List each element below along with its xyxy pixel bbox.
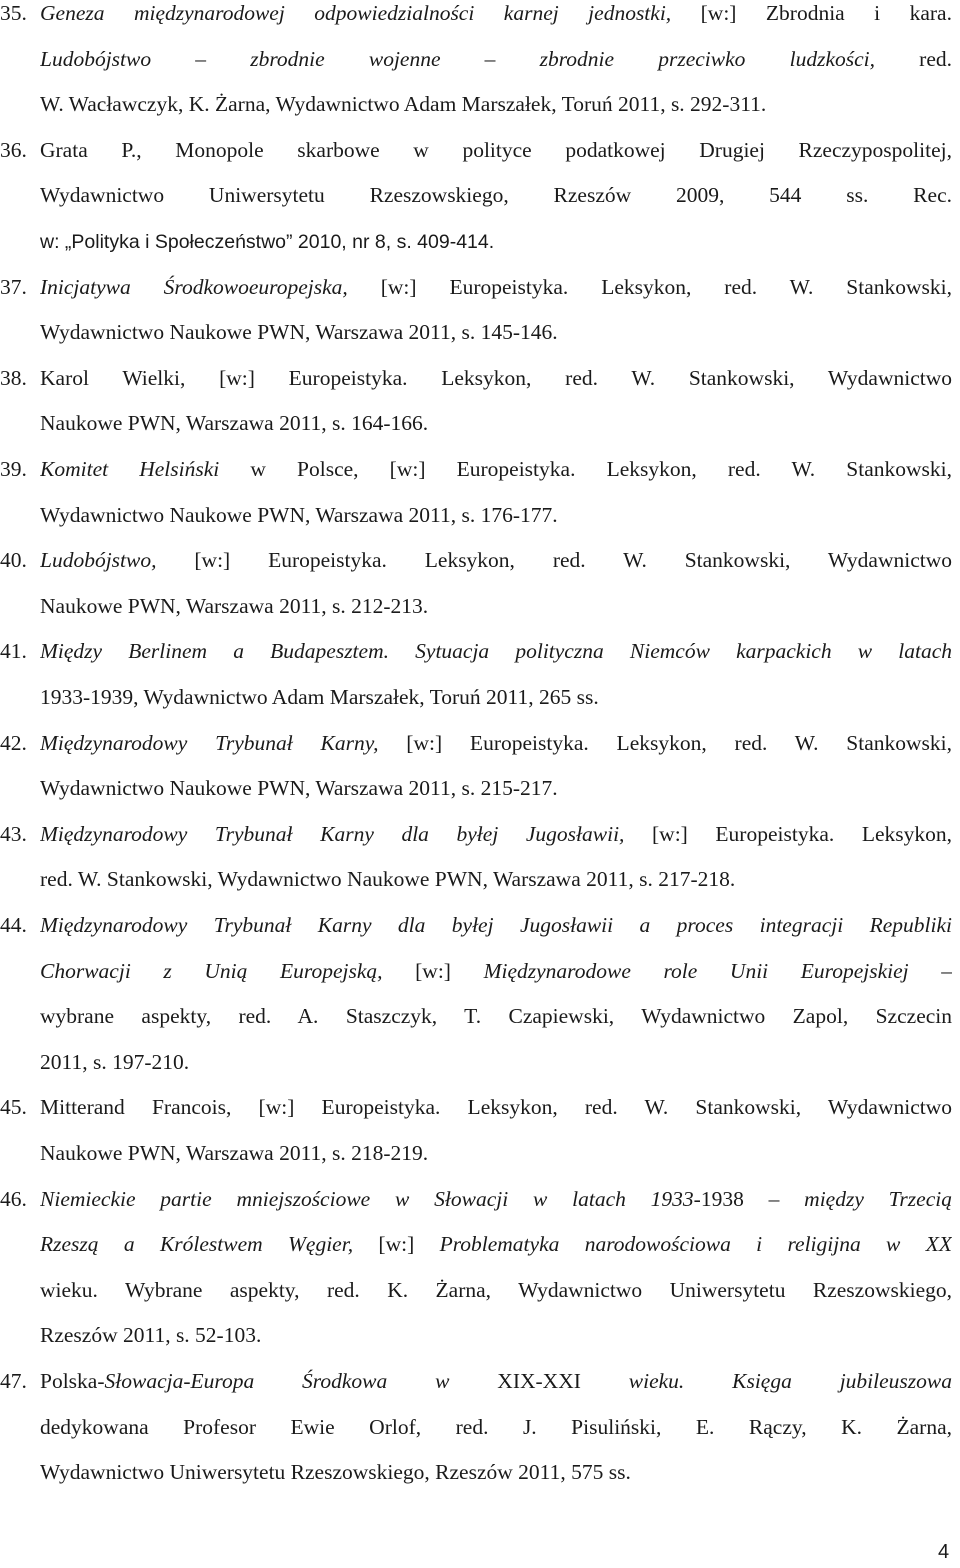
bibliography-entry (0, 356, 952, 447)
text-segment: w Polsce, [w:] Europeistyka. Leksykon, red. W. Stankowski, (219, 457, 952, 481)
entry-line (40, 721, 952, 767)
entry-number: 47. (0, 1369, 27, 1393)
text-segment: [w:] Europeistyka. Leksykon, red. W. Stankowski, (378, 730, 952, 755)
italic-title-segment: Ludobójstwo, (40, 548, 157, 573)
entry-number: 37. (0, 274, 27, 299)
text-segment: [w:] Europeistyka. Leksykon, red. W. Stankowski, Wydawnictwo (156, 548, 952, 573)
text-segment: Naukowe PWN, Warszawa 2011, s. 218-219. (40, 1140, 429, 1165)
entry-line (40, 766, 952, 812)
italic-title-segment: Między Berlinem a Budapesztem. Sytuacja polityczna Niemców karpackich w latach (40, 639, 952, 664)
text-segment: Wydawnictwo Naukowe PWN, Warszawa 2011, s. 215-217. (40, 776, 558, 801)
entry-line (40, 1450, 952, 1496)
entry-line (40, 1405, 952, 1451)
italic-title-segment: Chorwacji z Unią Europejską, (40, 958, 383, 983)
italic-title-segment: Słowacja-Europa Środkowa w (104, 1369, 498, 1393)
entry-number: 41. (0, 639, 27, 664)
entry-line (40, 493, 952, 539)
entry-number: 40. (0, 548, 27, 573)
text-segment: dedykowana Profesor Ewie Orlof, red. J. Pisuliński, E. Rączy, K. Żarna, (40, 1414, 952, 1439)
text-segment: Mitterand Francois, [w:] Europeistyka. Leksykon, red. W. Stankowski, Wydawnictwo (40, 1095, 952, 1120)
entry-line (40, 857, 952, 903)
entry-number: 44. (0, 913, 27, 937)
entry-number: 36. (0, 137, 27, 162)
entry-line (40, 128, 952, 174)
italic-title-segment: Ludobójstwo – zbrodnie wojenne – zbrodnie przeciwko ludzkości, (40, 46, 875, 71)
entry-line (40, 1040, 952, 1086)
entry-line (40, 447, 952, 493)
entry-number: 46. (0, 1186, 27, 1211)
page-number: 4 (938, 1541, 950, 1563)
text-segment: Grata P., Monopole skarbowe w polityce podatkowej Drugiej Rzeczypospolitej, (40, 137, 952, 162)
text-segment: [w:] Europeistyka. Leksykon, red. W. Stankowski, (347, 274, 952, 299)
entry-line (40, 949, 952, 995)
entry-number: 42. (0, 730, 27, 755)
entry-line (40, 1268, 952, 1314)
entry-line (40, 903, 952, 949)
entry-number: 39. (0, 457, 27, 481)
text-segment: XIX-XXI (497, 1369, 629, 1393)
entry-line (40, 1131, 952, 1177)
entry-line (40, 1313, 952, 1359)
text-segment: [w:] (382, 958, 484, 983)
italic-title-segment: Problematyka narodowościowa i religijna w XX (439, 1232, 952, 1257)
italic-title-segment: Międzynarodowy Trybunał Karny, (40, 730, 379, 755)
text-segment: Wydawnictwo Naukowe PWN, Warszawa 2011, s. 176-177. (40, 502, 558, 527)
entry-line (40, 356, 952, 402)
entry-number: 35. (0, 1, 27, 25)
entry-line (40, 629, 952, 675)
entry-line (40, 538, 952, 584)
italic-title-segment: wieku. Księga jubileuszowa (628, 1369, 952, 1393)
bibliography-entry (0, 538, 952, 629)
text-segment: 2011, s. 197-210. (40, 1049, 190, 1074)
entry-line (40, 1177, 952, 1223)
bibliography-entry (0, 812, 952, 903)
entry-number: 38. (0, 365, 27, 390)
text-segment: Karol Wielki, [w:] Europeistyka. Leksykon, red. W. Stankowski, Wydawnictwo (40, 365, 952, 390)
bibliography-entry (0, 447, 952, 538)
entry-line (40, 265, 952, 311)
bibliography-entry (0, 1085, 952, 1176)
italic-title-segment: – między Trzecią (768, 1186, 952, 1211)
text-segment: Polska- (40, 1369, 105, 1393)
entry-line (40, 219, 952, 266)
italic-title-segment: Geneza międzynarodowej odpowiedzialności karnej jednostki, (40, 1, 672, 25)
italic-title-segment: Niemieckie partie mniejszościowe w Słowacji w latach 1933 (40, 1186, 694, 1211)
text-segment: [w:] Europeistyka. Leksykon, (624, 821, 952, 846)
text-segment: [w:] Zbrodnia i kara. (671, 1, 952, 25)
entry-line (40, 1359, 952, 1405)
text-segment: Wydawnictwo Uniwersytetu Rzeszowskiego, Rzeszów 2009, 544 ss. Rec. (40, 183, 952, 208)
text-segment: wieku. Wybrane aspekty, red. K. Żarna, Wydawnictwo Uniwersytetu Rzeszowskiego, (40, 1277, 952, 1302)
bibliography-entry (0, 903, 952, 1085)
bibliography-entry (0, 721, 952, 812)
entry-line (40, 994, 952, 1040)
entry-number: 45. (0, 1095, 27, 1120)
italic-title-segment: Międzynarodowy Trybunał Karny dla byłej Jugosławii, (40, 821, 625, 846)
entry-line (40, 812, 952, 858)
bibliography-entry (0, 265, 952, 356)
entry-line (40, 310, 952, 356)
entry-line (40, 1222, 952, 1268)
bibliography-entry (0, 128, 952, 266)
text-segment: wybrane aspekty, red. A. Staszczyk, T. Czapiewski, Wydawnictwo Zapol, Szczecin (40, 1004, 952, 1029)
text-segment: red. W. Stankowski, Wydawnictwo Naukowe PWN, Warszawa 2011, s. 217-218. (40, 867, 736, 892)
text-segment: Naukowe PWN, Warszawa 2011, s. 212-213. (40, 593, 429, 618)
bibliography-entry (0, 0, 952, 128)
text-segment: Wydawnictwo Naukowe PWN, Warszawa 2011, s. 145-146. (40, 320, 558, 345)
italic-title-segment: Międzynarodowy Trybunał Karny dla byłej Jugosławii a proces integracji Republiki (40, 913, 952, 937)
entry-line (40, 0, 952, 37)
entry-line (40, 37, 952, 83)
italic-title-segment: Inicjatywa Środkowoeuropejska, (40, 274, 348, 299)
text-segment: red. (875, 46, 952, 71)
text-segment: Naukowe PWN, Warszawa 2011, s. 164-166. (40, 411, 429, 436)
bibliography-entry (0, 1177, 952, 1359)
text-segment: Rzeszów 2011, s. 52-103. (40, 1323, 262, 1348)
text-segment: Wydawnictwo Uniwersytetu Rzeszowskiego, Rzeszów 2011, 575 ss. (40, 1460, 631, 1485)
text-segment: W. Wacławczyk, K. Żarna, Wydawnictwo Adam Marszałek, Toruń 2011, s. 292-311. (40, 92, 767, 117)
italic-title-segment: Komitet Helsiński (40, 457, 220, 481)
italic-title-segment: Rzeszą a Królestwem Węgier, (40, 1232, 354, 1257)
text-segment: w: „Polityka i Społeczeństwo” 2010, nr 8, s. 409-414. (40, 230, 495, 253)
entry-line (40, 584, 952, 630)
text-segment: 1933-1939, Wydawnictwo Adam Marszałek, Toruń 2011, 265 ss. (40, 684, 599, 709)
text-segment: [w:] (353, 1232, 440, 1257)
bibliography-entry (0, 629, 952, 720)
entry-line (40, 675, 952, 721)
entry-line (40, 401, 952, 447)
italic-title-segment: Międzynarodowe role Unii Europejskiej – (483, 958, 952, 983)
entry-number: 43. (0, 821, 27, 846)
text-segment: -1938 (693, 1186, 769, 1211)
entry-line (40, 173, 952, 219)
bibliography-entry (0, 1359, 952, 1496)
entry-line (40, 1085, 952, 1131)
entry-line (40, 82, 952, 128)
